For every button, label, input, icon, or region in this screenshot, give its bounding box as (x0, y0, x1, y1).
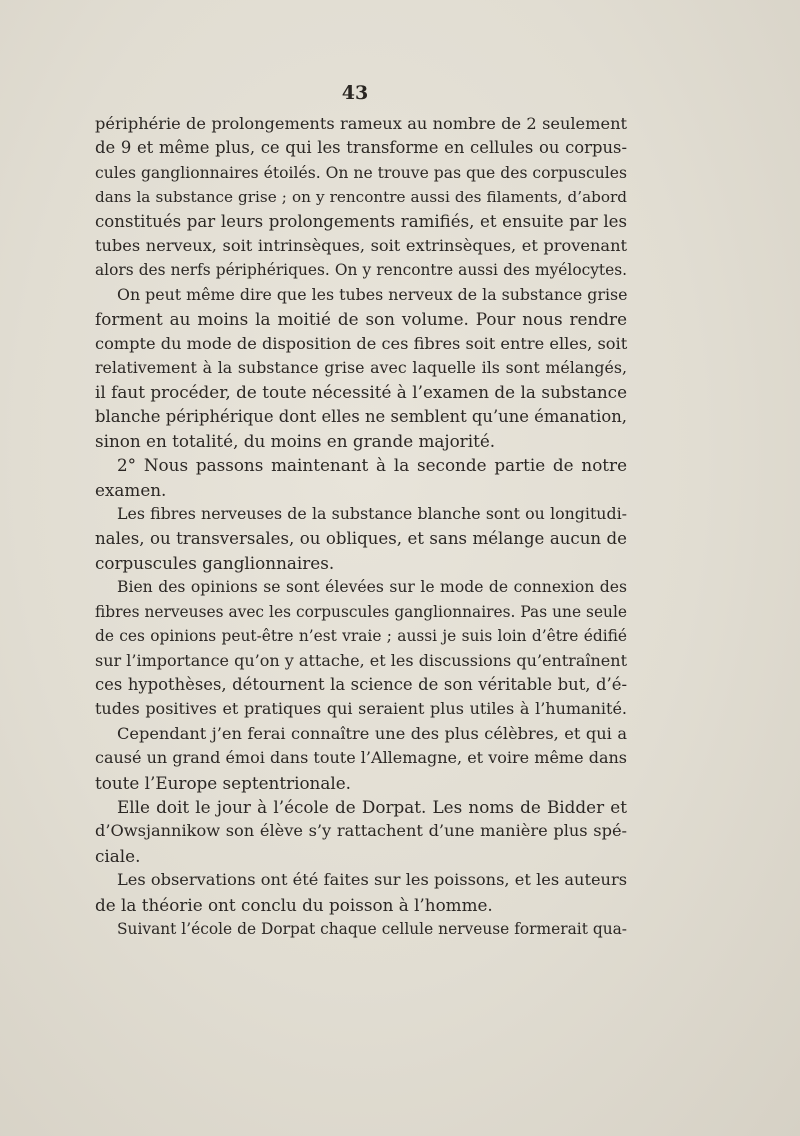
text-line: Bien des opinions se sont élevées sur le mode de connexion des (117, 578, 627, 597)
text-line: On peut même dire que les tubes nerveux de la substance grise (117, 284, 628, 304)
text-line: de 9 et même plus, ce qui les transforme en cellules ou corpus- (95, 138, 627, 158)
text-line: périphérie de prolongements rameux au nombre de 2 seulement (95, 114, 627, 133)
text-line: il faut procéder, de toute nécessité à l’examen de la substance (95, 382, 627, 403)
text-line: d’Owsjannikow son élève s’y rattachent d’une manière plus spé- (95, 821, 627, 841)
text-line: cules ganglionnaires étoilés. On ne trouve pas que des corpuscules (95, 163, 628, 182)
text-line: Suivant l’école de Dorpat chaque cellule nerveuse formerait qua- (117, 919, 627, 938)
body-text (95, 112, 627, 941)
text-line: examen. (95, 479, 167, 500)
text-line: causé un grand émoi dans toute l’Allemagne, et voire même dans (95, 748, 627, 768)
text-line: relativement à la substance grise avec laquelle ils sont mélangés, (95, 357, 627, 377)
text-line: corpuscules ganglionnaires. (95, 553, 335, 574)
text-line: Les observations ont été faites sur les poissons, et les auteurs (117, 870, 627, 890)
text-line: Elle doit le jour à l’école de Dorpat. Les noms de Bidder et (117, 796, 627, 817)
text-line: blanche périphérique dont elles ne semblent qu’une émanation, (95, 406, 627, 426)
text-line: Les fibres nerveuses de la substance blanche sont ou longitudi- (117, 504, 627, 524)
text-line: ciale. (95, 845, 141, 866)
text-line: 2° Nous passons maintenant à la seconde partie de notre (117, 455, 627, 476)
text-line: tubes nerveux, soit intrinsèques, soit extrinsèques, et provenant (95, 235, 627, 255)
page-number: 43 (341, 82, 369, 104)
text-line: alors des nerfs périphériques. On y rencontre aussi des myélocytes. (95, 261, 627, 280)
text-line: fibres nerveuses avec les corpuscules ganglionnaires. Pas une seule (95, 602, 627, 621)
text-line: sinon en totalité, du moins en grande majorité. (95, 431, 496, 452)
text-line: forment au moins la moitié de son volume. Pour nous rendre (95, 309, 627, 330)
text-line: de la théorie ont conclu du poisson à l’homme. (95, 894, 493, 915)
text-line: sur l’importance qu’on y attache, et les discussions qu’entraînent (95, 650, 627, 670)
text-line: ces hypothèses, détournent la science de son véritable but, d’é- (95, 674, 627, 694)
text-line: de ces opinions peut-être n’est vraie ; aussi je suis loin d’être édifié (95, 627, 627, 646)
text-line: nales, ou transversales, ou obliques, et sans mélange aucun de (95, 528, 627, 548)
text-line: constitués par leurs prolongements ramifiés, et ensuite par les (95, 211, 627, 231)
text-line: tudes positives et pratiques qui seraient plus utiles à l’humanité. (95, 699, 627, 719)
text-line: dans la substance grise ; on y rencontre aussi des filaments, d’abord (95, 188, 627, 207)
text-line: toute l’Europe septentrionale. (95, 772, 352, 793)
text-line: compte du mode de disposition de ces fibres soit entre elles, soit (95, 333, 628, 353)
text-line: Cependant j’en ferai connaître une des plus célèbres, et qui a (117, 723, 627, 743)
